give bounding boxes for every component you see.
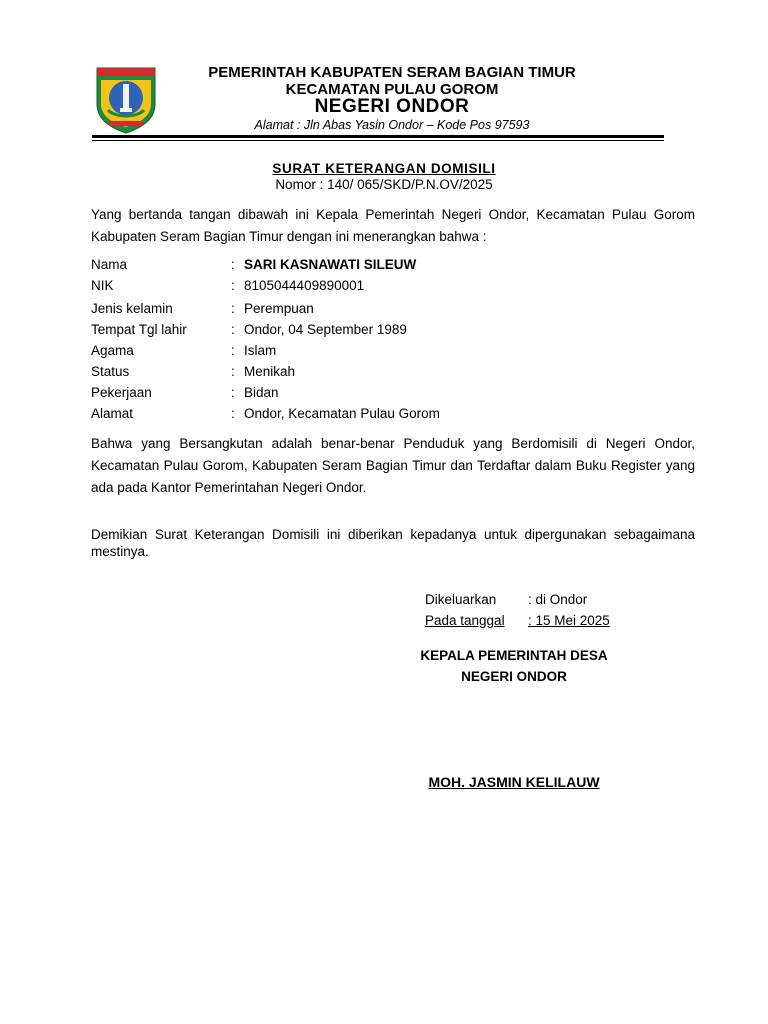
identity-value: Bidan <box>244 385 279 400</box>
identity-label: NIK <box>91 278 114 293</box>
intro-paragraph: Yang bertanda tangan dibawah ini Kepala Pemerintah Negeri Ondor, Kecamatan Pulau Gorom Kabupaten Seram Bagian Timur dengan ini menerangkan bahwa : <box>91 207 695 244</box>
identity-colon: : <box>231 406 235 421</box>
identity-value: 8105044409890001 <box>244 278 365 293</box>
identity-colon: : <box>231 343 235 358</box>
signatory-title: KEPALA PEMERINTAH DESA <box>420 648 608 663</box>
identity-label: Status <box>91 364 130 379</box>
issued-place-label: Dikeluarkan <box>425 592 497 607</box>
issued-place-value: : di Ondor <box>528 592 588 607</box>
domicile-statement: Bahwa yang Bersangkutan adalah benar-benar Penduduk yang Berdomisili di Negeri Ondor, Kecamatan Pulau Gorom, Kabupaten Seram Bagian Timur dan Terdaftar dalam Buku Register yang ada pada Kantor Pemerintahan Negeri Ondor. <box>91 436 695 495</box>
letterhead-district: KECAMATAN PULAU GOROM <box>285 81 499 98</box>
identity-value: Menikah <box>244 364 296 379</box>
letterhead-divider-thin <box>92 140 664 141</box>
letterhead-divider-thick <box>92 135 664 138</box>
identity-label: Tempat Tgl lahir <box>91 322 187 337</box>
identity-label: Nama <box>91 257 128 272</box>
identity-colon: : <box>231 385 235 400</box>
document-number: Nomor : 140/ 065/SKD/P.N.OV/2025 <box>275 177 493 192</box>
issued-date-label: Pada tanggal <box>425 613 505 628</box>
letterhead-regency: PEMERINTAH KABUPATEN SERAM BAGIAN TIMUR <box>208 64 576 81</box>
regency-logo <box>95 66 157 134</box>
identity-label: Pekerjaan <box>91 385 152 400</box>
identity-value: SARI KASNAWATI SILEUW <box>244 257 417 272</box>
issued-date-value: : 15 Mei 2025 <box>528 613 610 628</box>
identity-colon: : <box>231 278 235 293</box>
identity-value: Perempuan <box>244 301 314 316</box>
identity-value: Islam <box>244 343 277 358</box>
signatory-name: MOH. JASMIN KELILAUW <box>428 774 600 790</box>
identity-colon: : <box>231 257 235 272</box>
identity-label: Agama <box>91 343 134 358</box>
identity-label: Alamat <box>91 406 134 421</box>
identity-colon: : <box>231 322 235 337</box>
identity-label: Jenis kelamin <box>91 301 173 316</box>
identity-value: Ondor, 04 September 1989 <box>244 322 407 337</box>
letterhead-village: NEGERI ONDOR <box>314 96 470 117</box>
closing-paragraph: Demikian Surat Keterangan Domisili ini diberikan kepadanya untuk dipergunakan sebagaimana mestinya. <box>91 527 695 559</box>
identity-value: Ondor, Kecamatan Pulau Gorom <box>244 406 440 421</box>
identity-colon: : <box>231 301 235 316</box>
identity-colon: : <box>231 364 235 379</box>
document-title: SURAT KETERANGAN DOMISILI <box>272 161 496 176</box>
letterhead-address: Alamat : Jln Abas Yasin Ondor – Kode Pos 97593 <box>254 118 530 132</box>
signatory-office: NEGERI ONDOR <box>461 669 567 684</box>
